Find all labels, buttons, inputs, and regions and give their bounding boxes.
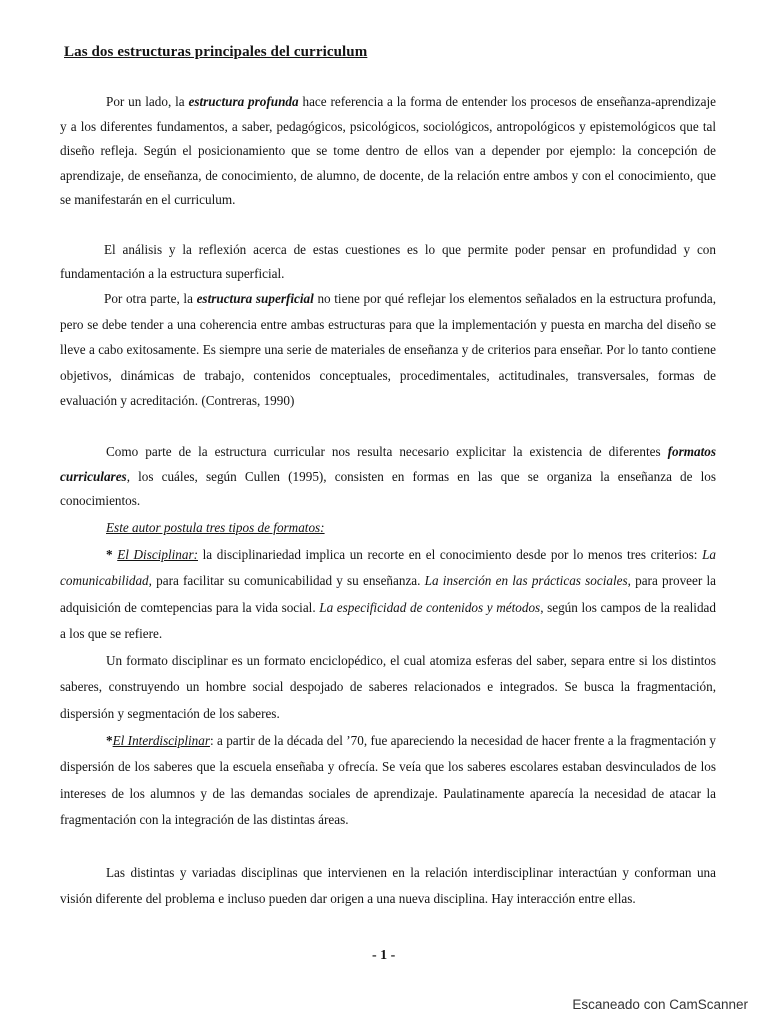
p8-label: El Interdisciplinar [112,733,210,748]
p3-term: estructura superficial [196,291,314,306]
p6-criterio-2: La inserción en las prácticas sociales [424,573,628,589]
paragraph-disciplinas-variadas [60,860,716,913]
p6-criterio-1: La comunicabilidad [60,547,716,589]
p1-term: estructura profunda [188,94,299,109]
document-title: Las dos estructuras principales del curriculum [64,44,368,60]
paragraph-formatos [60,440,716,514]
p6-text-c: , para facilitar su comunicabilidad y su enseñanza. [148,573,425,589]
p7-text: Un formato disciplinar es un formato enciclopédico, el cual atomiza esferas del saber, separa entre si los distintos saberes, construyendo un hombre social despojado de saberes relacionados e integrados. Se busca la fragmentación, dispersión y segmentación de los saberes. [60,653,716,721]
paragraph-estructura-profunda [60,90,716,213]
p4-text-a: Como parte de la estructura curricular nos resulta necesario explicitar la existencia de diferentes [106,444,668,459]
p6-criterio-3: La especificidad de contenidos y métodos [319,599,541,615]
paragraph-analisis [60,238,716,286]
paragraph-disciplinar [60,542,716,648]
paragraph-estructura-superficial [60,286,716,414]
p8-bullet: * [106,733,113,748]
p4-term: formatos curriculares [60,444,716,484]
p2-text: El análisis y la reflexión acerca de estas cuestiones es lo que permite poder pensar en profundidad y con fundamentación a la estructura superficial. [60,242,716,281]
camscanner-watermark: Escaneado con CamScanner [572,997,748,1012]
p6-bullet: * [106,547,118,562]
paragraph-formato-disciplinar [60,648,716,727]
p3-text-a: Por otra parte, la [104,291,197,306]
p5-text: Este autor postula tres tipos de formatos: [106,520,325,535]
paragraph-interdisciplinar [60,728,716,834]
p1-text-c: hace referencia a la forma de entender los procesos de enseñanza-aprendizaje y a los diferentes fundamentos, a saber, pedagógicos, psicológicos, sociológicos, antropológicos y epistemológicos que tal diseño refleja. Según el posicionamiento que se tome dentro de ellos van a depender por ejemplo: la concepción de aprendizaje, de enseñanza, de conocimiento, de alumno, de docente, de la relación entre ambos y con el conocimiento, que se manifestarán en el curriculum. [60,94,716,208]
paragraph-tipos-formatos [60,516,716,541]
p9-text: Las distintas y variadas disciplinas que intervienen en la relación interdisciplinar interactúan y conforman una visión diferente del problema e incluso pueden dar origen a una nueva disciplina. Hay interacción entre ellas. [60,865,716,907]
p6-label: El Disciplinar: [117,547,198,562]
p6-text-e: , para proveer la adquisición de comtepencias para la vida social. [60,573,716,615]
p1-text-a: Por un lado, la [106,94,189,109]
p6-text-g: , según los campos de la realidad a los que se refiere. [60,599,717,642]
p4-text-c: , los cuáles, según Cullen (1995), consisten en formas en las que se organiza la enseñanza de los conocimientos. [60,468,716,509]
p3-text-c: no tiene por qué reflejar los elementos señalados en la estructura profunda, pero se debe tender a una coherencia entre ambas estructuras para que la implementación y puesta en marcha del diseño se lleve a cabo exitosamente. Es siempre una serie de materiales de enseñanza y de criterios para enseñar. Por lo tanto contiene objetivos, dinámicas de trabajo, contenidos conceptuales, procedimentales, actitudinales, transversales, formas de evaluación y acreditación. (Contreras, 1990) [60,291,716,409]
p6-text-a: la disciplinariedad implica un recorte en el conocimiento desde por lo menos tres criterios: [198,547,703,562]
p8-text-a: : a partir de la década del ’70, fue apareciendo la necesidad de hacer frente a la fragmentación y dispersión de los saberes que la escuela enseñaba y ofrecía. Se veía que los saberes escolares estaban desvinculados de los intereses de los alumnos y de las demandas sociales de aprendizaje. Paulatinamente aparecía la necesidad de atacar la fragmentación con la integración de las distintas áreas. [60,733,716,828]
page-number: - 1 - [372,948,396,963]
